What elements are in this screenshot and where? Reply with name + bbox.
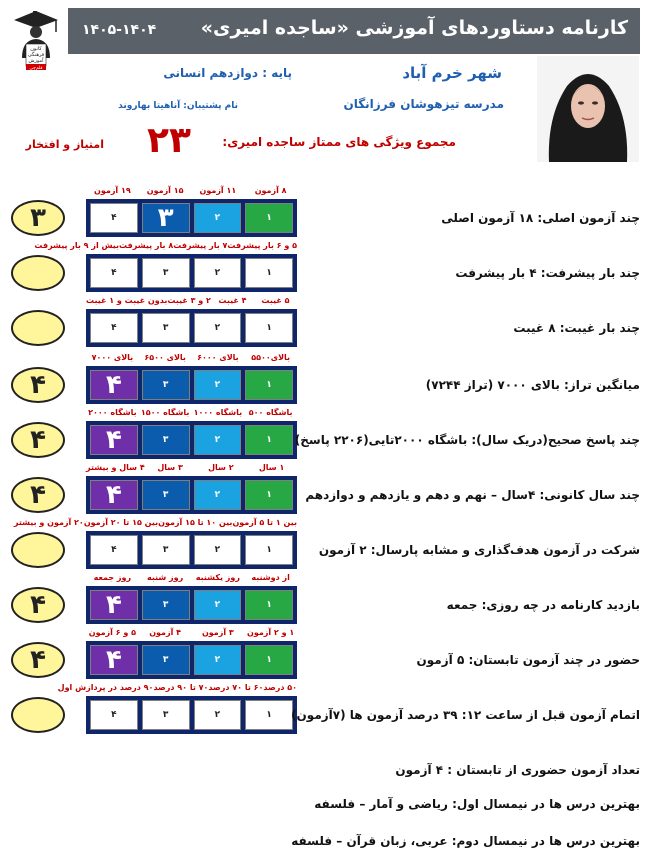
svg-text:فرهنگی: فرهنگی — [27, 52, 45, 58]
score-circle — [11, 697, 65, 733]
level-cell: ۴ — [90, 535, 138, 565]
level-cell: ۴ — [90, 258, 138, 288]
level-cell: ۳ — [142, 425, 190, 455]
score-circle: ۴ — [11, 367, 65, 403]
level-labels — [86, 186, 297, 195]
level-label: از دوشنبه — [251, 573, 290, 582]
level-cell: ۴ — [90, 700, 138, 730]
achievement-question: شرکت در آزمون هدف‌گذاری و مشابه پارسال: ۲ آزمون — [318, 543, 640, 557]
score-circle: ۴ — [11, 587, 65, 623]
level-label: ۵ و ۶ آزمون — [88, 628, 136, 637]
level-label: بالای ۷۰۰۰ — [91, 353, 134, 362]
level-cell: ۲ — [194, 425, 242, 455]
level-label: ۴ سال و بیشتر — [86, 463, 145, 472]
score-circle: ۴ — [11, 477, 65, 513]
level-label: ۱ سال — [258, 463, 285, 472]
level-label: ۳ آزمون — [201, 628, 234, 637]
level-label: ۹۰ درصد در پردازش اول — [57, 683, 154, 692]
level-grid — [86, 199, 297, 237]
level-label: ۴ آزمون — [149, 628, 182, 637]
level-cell: ۱ — [245, 258, 293, 288]
score-circle — [11, 255, 65, 291]
level-cell: ۳ — [142, 645, 190, 675]
level-label: ۷ بار پیشرفت — [173, 241, 228, 250]
level-labels — [86, 573, 297, 582]
level-grid — [86, 586, 297, 624]
level-cell: ۱ — [245, 313, 293, 343]
level-cell: ۱ — [245, 370, 293, 400]
level-cell: ۱ — [245, 425, 293, 455]
level-label: ۸ بار پیشرفت — [119, 241, 174, 250]
level-label: ۲ و ۳ غیبت — [167, 296, 211, 305]
level-cell: ۱ — [245, 645, 293, 675]
report-header — [68, 8, 640, 54]
level-cell: ۳ — [142, 203, 190, 233]
level-label: ۲ سال — [208, 463, 234, 472]
level-cell: ۳ — [142, 313, 190, 343]
school-name: مدرسه تیزهوشان فرزانگان — [343, 97, 504, 111]
achievement-question: میانگین تراز: بالای ۷۰۰۰ (تراز ۷۲۴۴) — [425, 378, 640, 392]
achievement-question: چند بار غیبت: ۸ غیبت — [513, 321, 640, 335]
achievement-question: بازدید کارنامه در چه روزی: جمعه — [446, 598, 640, 612]
level-cell: ۴ — [90, 370, 138, 400]
level-cell: ۴ — [90, 203, 138, 233]
level-cell: ۳ — [142, 480, 190, 510]
score-circle: ۳ — [11, 200, 65, 236]
level-labels — [86, 408, 297, 417]
extra-line-1: تعداد آزمون حضوری از تابستان : ۴ آزمون — [395, 763, 640, 777]
level-label: بالای ۶۵۰۰ — [144, 353, 186, 362]
level-label: بین ۱ تا ۵ آزمون — [232, 518, 297, 527]
kanoon-logo — [8, 8, 64, 72]
achievement-question: اتمام آزمون قبل از ساعت ۱۲: ۳۹ درصد آزمون ها (۷آزمون) — [291, 708, 640, 722]
level-label: بین ۱۰ تا ۱۵ آزمون — [158, 518, 233, 527]
level-label: روز شنبه — [147, 573, 184, 582]
level-cell: ۴ — [90, 425, 138, 455]
achievement-question: چند پاسخ صحیح(دریک سال): باشگاه ۲۰۰۰تایی(۲۲۰۶ پاسخ) — [294, 433, 640, 447]
level-label: باشگاه ۲۰۰۰ — [88, 408, 137, 417]
level-labels — [57, 683, 297, 692]
grade-label: پایه : دوازدهم انسانی — [163, 66, 292, 80]
level-label: ۵ غیبت — [261, 296, 290, 305]
level-label: بالای ۶۰۰۰ — [197, 353, 239, 362]
level-label: ۳ سال — [157, 463, 183, 472]
level-cell: ۲ — [194, 258, 242, 288]
level-label: ۴ غیبت — [218, 296, 247, 305]
level-cell: ۲ — [194, 480, 242, 510]
level-cell: ۴ — [90, 590, 138, 620]
level-label: ۷۰ تا ۹۰ درصد — [153, 683, 209, 692]
score-circle: ۴ — [11, 642, 65, 678]
level-label: ۱۱ آزمون — [199, 186, 237, 195]
svg-text:قلم‌چی: قلم‌چی — [29, 66, 43, 71]
city-name: شهر خرم آباد — [402, 64, 502, 82]
level-labels — [86, 628, 297, 637]
level-label: ۲۰ آزمون و بیشتر — [13, 518, 84, 527]
level-labels — [34, 241, 297, 250]
extra-line-3: بهترین درس ها در نیمسال دوم: عربی، زبان قرآن – فلسفه — [291, 834, 640, 848]
level-cell: ۲ — [194, 313, 242, 343]
level-cell: ۲ — [194, 370, 242, 400]
level-cell: ۱ — [245, 700, 293, 730]
level-label: بین ۱۵ تا ۲۰ آزمون — [83, 518, 159, 527]
level-label: بالای۵۵۰۰ — [251, 353, 291, 362]
score-circle — [11, 532, 65, 568]
level-label: روز یکشنبه — [195, 573, 240, 582]
level-cell: ۲ — [194, 203, 242, 233]
level-label: باشگاه ۱۵۰۰ — [140, 408, 190, 417]
level-cell: ۳ — [142, 590, 190, 620]
score-circle — [11, 310, 65, 346]
level-cell: ۲ — [194, 700, 242, 730]
level-cell: ۲ — [194, 590, 242, 620]
score-caption: امتیاز و افتخار — [25, 138, 104, 151]
level-cell: ۱ — [245, 590, 293, 620]
report-title: کارنامه دستاوردهای آموزشی «ساجده امیری» — [200, 17, 628, 39]
level-cell: ۱ — [245, 480, 293, 510]
level-grid — [86, 366, 297, 404]
score-circle: ۴ — [11, 422, 65, 458]
level-cell: ۳ — [142, 370, 190, 400]
level-label: ۶۰ تا ۷۰ درصد — [208, 683, 264, 692]
level-label: روز جمعه — [93, 573, 132, 582]
level-label: ۵۰ درصد — [263, 683, 297, 692]
svg-text:آموزش: آموزش — [28, 58, 44, 64]
level-grid — [86, 696, 297, 734]
achievement-question: حضور در چند آزمون تابستان: ۵ آزمون — [416, 653, 640, 667]
total-score: ۲۳ — [147, 120, 191, 161]
level-grid — [86, 641, 297, 679]
level-label: بدون غیبت و ۱ غیبت — [86, 296, 168, 305]
level-cell: ۱ — [245, 535, 293, 565]
level-label: ۱۹ آزمون — [94, 186, 131, 195]
achievement-question: چند آزمون اصلی: ۱۸ آزمون اصلی — [441, 211, 640, 225]
level-grid — [86, 421, 297, 459]
extra-line-2: بهترین درس ها در نیمسال اول: ریاضی و آمار – فلسفه — [314, 797, 640, 811]
level-labels — [86, 463, 297, 472]
level-labels — [86, 353, 297, 362]
level-cell: ۴ — [90, 645, 138, 675]
level-cell: ۴ — [90, 313, 138, 343]
supporter-name: نام پشتیبان: آناهیتا بهاروند — [118, 101, 238, 111]
level-label: باشگاه ۵۰۰ — [248, 408, 293, 417]
report-years: ۱۴۰۵-۱۴۰۴ — [82, 22, 157, 38]
level-cell: ۲ — [194, 535, 242, 565]
student-photo — [537, 56, 639, 162]
level-label: ۱ و ۲ آزمون — [246, 628, 295, 637]
level-cell: ۳ — [142, 700, 190, 730]
svg-text:کانون: کانون — [30, 46, 42, 52]
achievement-question: چند بار پیشرفت: ۴ بار پیشرفت — [455, 266, 640, 280]
level-label: ۱۵ آزمون — [146, 186, 184, 195]
level-grid — [86, 309, 297, 347]
level-cell: ۳ — [142, 535, 190, 565]
level-label: باشگاه ۱۰۰۰ — [193, 408, 243, 417]
level-cell: ۲ — [194, 645, 242, 675]
level-labels — [13, 518, 297, 527]
level-label: ۸ آزمون — [254, 186, 287, 195]
achievement-question: چند سال کانونی: ۴سال – نهم و دهم و یازدهم و دوازدهم — [305, 488, 640, 502]
level-label: ۵ و ۶ بار پیشرفت — [227, 241, 297, 250]
level-grid — [86, 531, 297, 569]
level-cell: ۴ — [90, 480, 138, 510]
level-grid — [86, 254, 297, 292]
level-cell: ۳ — [142, 258, 190, 288]
level-grid — [86, 476, 297, 514]
graduate-logo-icon — [8, 8, 64, 72]
level-cell: ۱ — [245, 203, 293, 233]
total-features-label: مجموع ویژگی های ممتاز ساجده امیری: — [222, 135, 456, 149]
level-labels — [86, 296, 297, 305]
level-label: بیش از ۹ بار پیشرفت — [34, 241, 120, 250]
